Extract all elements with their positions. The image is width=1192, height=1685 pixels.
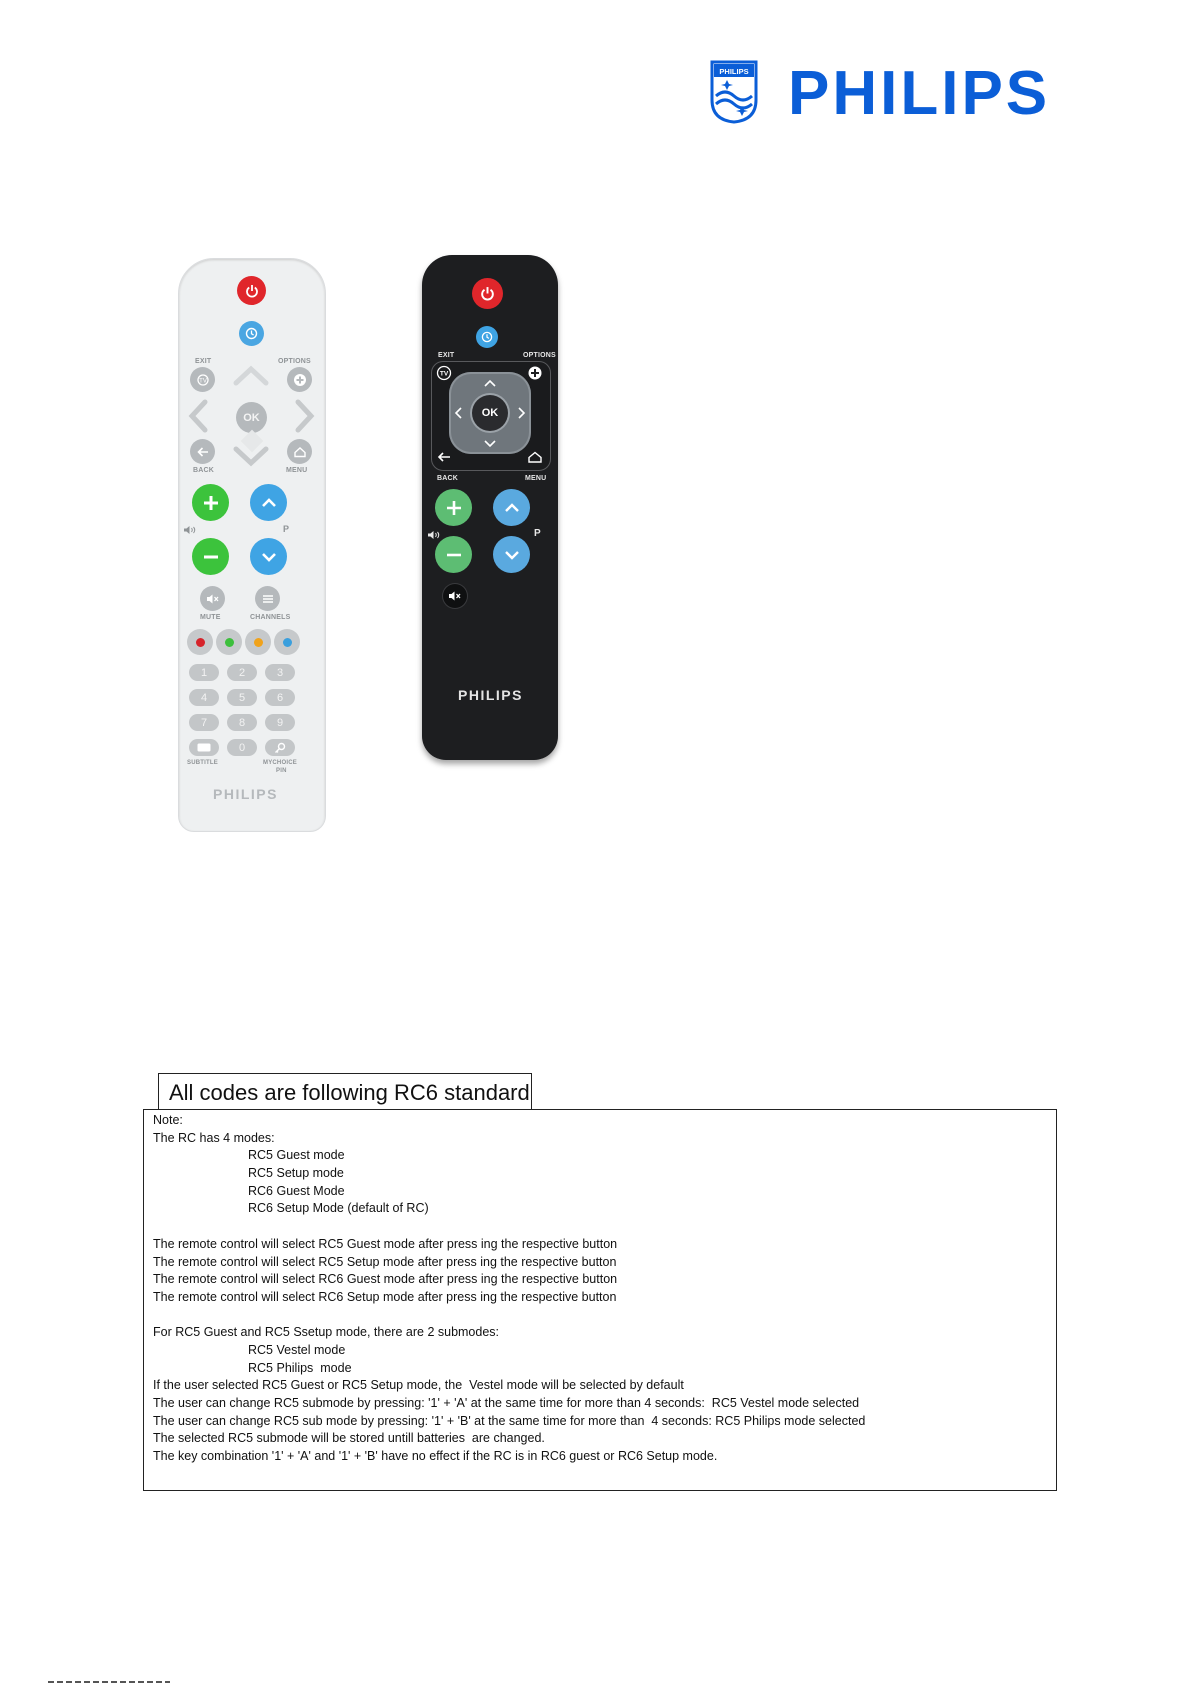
exit-label: EXIT [195, 358, 212, 365]
green-dot-icon [225, 638, 234, 647]
nav-right-button[interactable] [292, 398, 318, 434]
mode-item: RC6 Setup Mode (default of RC) [248, 1201, 429, 1216]
number-key-0[interactable]: 0 [227, 739, 257, 756]
volume-down-button-black[interactable] [435, 536, 472, 573]
program-down-button-black[interactable] [493, 536, 530, 573]
black-remote-brand: PHILIPS [458, 687, 523, 703]
note-line: The user can change RC5 sub mode by pressing: '1' + 'B' at the same time for more than 4 seconds: RC5 Philips mode selected [153, 1413, 866, 1428]
notes-box [143, 1109, 1057, 1491]
svg-text:TV: TV [198, 378, 207, 384]
note-line: Note: [153, 1113, 183, 1127]
subtitle-button[interactable] [189, 739, 219, 756]
nav-down-button-black[interactable] [479, 438, 501, 450]
note-line: If the user selected RC5 Guest or RC5 Setup mode, the Vestel mode will be selected by default [153, 1378, 684, 1393]
channels-label: CHANNELS [250, 614, 291, 621]
nav-left-button[interactable] [185, 398, 211, 434]
back-label-black: BACK [437, 475, 459, 482]
options-plus-icon[interactable] [527, 365, 543, 381]
mode-item: RC6 Guest Mode [248, 1183, 345, 1198]
mychoice-label: MYCHOICE [263, 760, 297, 766]
nav-up-button-black[interactable] [479, 377, 501, 389]
volume-up-button-black[interactable] [435, 489, 472, 526]
ok-button[interactable]: OK [236, 402, 267, 433]
mute-button-black[interactable] [443, 584, 467, 608]
back-arrow-icon[interactable] [436, 450, 452, 464]
number-key-2[interactable]: 2 [227, 664, 257, 681]
white-remote-control [178, 258, 326, 832]
options-label-black: OPTIONS [523, 352, 556, 359]
volume-icon [427, 530, 441, 540]
submode-item: RC5 Vestel mode [248, 1342, 346, 1357]
pin-label: PIN [276, 768, 287, 774]
program-up-button-black[interactable] [493, 489, 530, 526]
yellow-dot-icon [254, 638, 263, 647]
number-key-6[interactable]: 6 [265, 689, 295, 706]
tv-icon[interactable] [436, 365, 452, 381]
program-label-black: P [534, 528, 541, 539]
note-line: The remote control will select RC5 Setup mode after press ing the respective button [153, 1254, 617, 1269]
power-button[interactable] [237, 276, 266, 305]
exit-button[interactable] [190, 367, 215, 392]
keyboard-icon [197, 743, 211, 752]
power-icon [480, 286, 495, 301]
key-icon [274, 742, 286, 754]
chevron-down-icon [260, 548, 278, 566]
white-remote-brand: PHILIPS [213, 786, 278, 802]
home-icon[interactable] [527, 450, 543, 464]
program-label: P [283, 524, 290, 534]
back-button[interactable] [190, 439, 215, 464]
chevron-up-icon [260, 494, 278, 512]
power-icon [245, 284, 259, 298]
program-up-button[interactable] [250, 484, 287, 521]
minus-icon [202, 548, 220, 566]
exit-label-black: EXIT [438, 352, 455, 359]
mute-label: MUTE [200, 614, 221, 621]
yellow-key[interactable] [245, 629, 271, 655]
ok-button-black[interactable]: OK [472, 395, 508, 431]
mode-item: RC5 Setup mode [248, 1166, 344, 1181]
note-line: The selected RC5 submode will be stored untill batteries are changed. [153, 1431, 545, 1446]
mute-icon [448, 590, 462, 602]
back-label: BACK [193, 467, 215, 474]
mychoice-button[interactable] [265, 739, 295, 756]
nav-up-button[interactable] [228, 363, 274, 389]
note-line: The remote control will select RC5 Guest mode after press ing the respective button [153, 1236, 618, 1251]
back-arrow-icon [196, 445, 210, 459]
number-key-4[interactable]: 4 [189, 689, 219, 706]
number-key-7[interactable]: 7 [189, 714, 219, 731]
options-label: OPTIONS [278, 358, 311, 365]
clock-icon [481, 331, 493, 343]
minus-icon [445, 546, 463, 564]
menu-label-black: MENU [525, 475, 547, 482]
power-button-black[interactable] [472, 278, 503, 309]
plus-icon [445, 499, 463, 517]
nav-right-button-black[interactable] [515, 402, 527, 424]
notes-heading: All codes are following RC6 standard [158, 1073, 532, 1110]
number-key-1[interactable]: 1 [189, 664, 219, 681]
chevron-down-icon [503, 546, 521, 564]
mode-item: RC5 Guest mode [248, 1148, 345, 1163]
mute-icon [206, 593, 220, 605]
submode-item: RC5 Philips mode [248, 1360, 352, 1375]
chevron-up-icon [503, 499, 521, 517]
blue-dot-icon [283, 638, 292, 647]
home-icon [293, 445, 307, 459]
number-key-3[interactable]: 3 [265, 664, 295, 681]
shield-text: PHILIPS [719, 67, 749, 76]
menu-button[interactable] [287, 439, 312, 464]
options-button[interactable] [287, 367, 312, 392]
menu-label: MENU [286, 467, 308, 474]
red-key[interactable] [187, 629, 213, 655]
program-down-button[interactable] [250, 538, 287, 575]
footer-dashes [48, 1681, 170, 1683]
alarm-button-black[interactable] [476, 326, 498, 348]
volume-down-button[interactable] [192, 538, 229, 575]
blue-key[interactable] [274, 629, 300, 655]
plus-icon [202, 494, 220, 512]
philips-logo [710, 59, 1070, 128]
number-key-9[interactable]: 9 [265, 714, 295, 731]
channels-button[interactable] [255, 586, 280, 611]
nav-left-button-black[interactable] [453, 402, 465, 424]
number-key-8[interactable]: 8 [227, 714, 257, 731]
philips-shield-icon [710, 60, 758, 124]
note-line: The RC has 4 modes: [153, 1130, 275, 1145]
philips-wordmark: PHILIPS [788, 59, 1051, 128]
note-line: The remote control will select RC6 Setup mode after press ing the respective button [153, 1289, 617, 1304]
clock-icon [245, 327, 258, 340]
volume-up-button[interactable] [192, 484, 229, 521]
note-line: The remote control will select RC6 Guest mode after press ing the respective button [153, 1272, 618, 1287]
red-dot-icon [196, 638, 205, 647]
mute-button[interactable] [200, 586, 225, 611]
tv-exit-icon [196, 373, 210, 387]
subtitle-label: SUBTITLE [187, 760, 218, 766]
black-remote-control [422, 255, 558, 760]
list-icon [261, 593, 275, 605]
plus-circle-icon [293, 373, 307, 387]
alarm-button[interactable] [239, 321, 264, 346]
number-key-5[interactable]: 5 [227, 689, 257, 706]
note-line: For RC5 Guest and RC5 Ssetup mode, there are 2 submodes: [153, 1325, 500, 1340]
tv-text: TV [439, 370, 449, 378]
volume-icon [183, 525, 197, 535]
green-key[interactable] [216, 629, 242, 655]
note-line: The key combination '1' + 'A' and '1' + 'B' have no effect if the RC is in RC6 guest or RC6 Setup mode. [153, 1449, 718, 1464]
note-line: The user can change RC5 submode by pressing: '1' + 'A' at the same time for more than 4 seconds: RC5 Vestel mode selected [153, 1396, 860, 1410]
